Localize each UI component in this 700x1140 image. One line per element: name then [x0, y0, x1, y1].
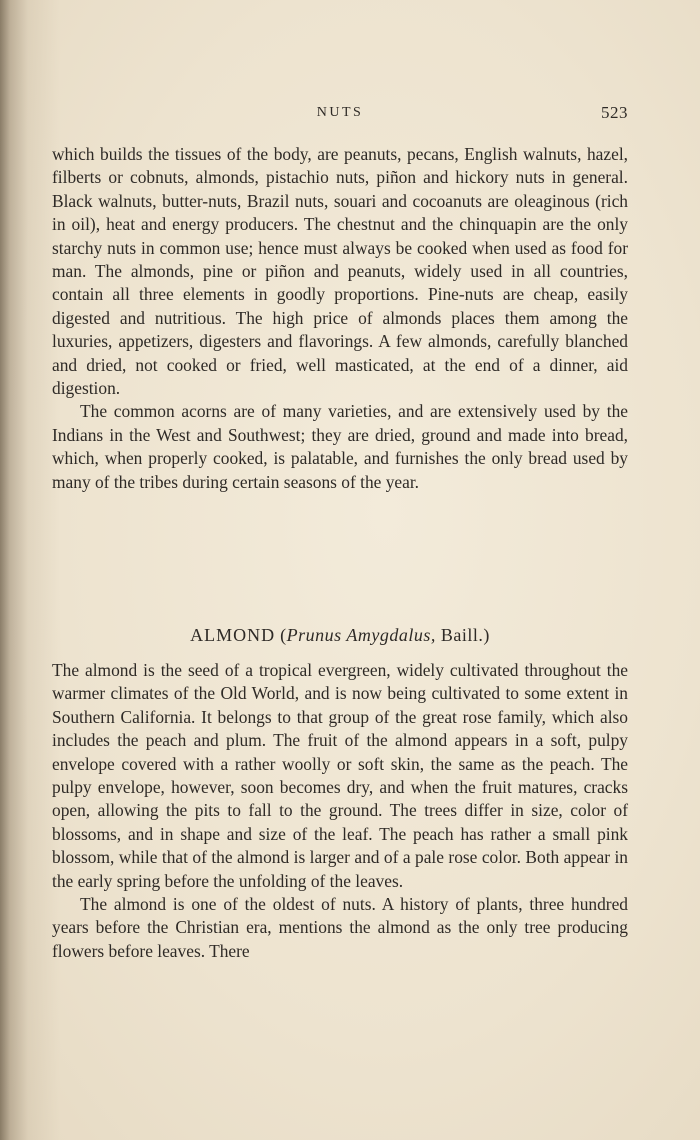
text-block-bottom [52, 659, 628, 963]
section-heading-latin-name: Prunus Amygdalus, [286, 625, 436, 645]
section-heading-authority: Baill.) [435, 625, 490, 645]
running-title: NUTS [316, 105, 364, 120]
section-heading-name: ALMOND [190, 625, 276, 645]
running-head [52, 103, 628, 127]
section-heading-almond [52, 625, 628, 646]
paragraph-almond-description: The almond is the seed of a tropical evergreen, widely cultivated throughout the warmer climates of the Old World, and is now being cultivated to some extent in Southern California. It belongs to that group of the great rose family, which also includes the peach and plum. The fruit of the almond appears in a soft, pulpy envelope covered with a rather woolly or soft skin, the same as the peach. The pulpy envelope, however, soon becomes dry, and when the fruit matures, cracks open, allowing the pits to fall to the ground. The trees differ in size, color of blossoms, and in shape and size of the leaf. The peach has rather a small pink blossom, while that of the almond is larger and of a pale rose color. Both appear in the early spring before the unfolding of the leaves. [52, 660, 628, 891]
paragraph-continuation: which builds the tissues of the body, are peanuts, pecans, English walnuts, hazel, filberts or cobnuts, almonds, pistachio nuts, piñon and hickory nuts in general. Black walnuts, butter-nuts, Brazil nuts, souari and cocoanuts are oleaginous (rich in oil), heat and energy producers. The chestnut and the chinquapin are the only starchy nuts in common use; hence must always be cooked when used as food for man. The almonds, pine or piñon and peanuts, widely used in all countries, contain all three elements in goodly proportions. Pine-nuts are cheap, easily digested and nutritious. The high price of almonds places them among the luxuries, appetizers, digesters and flavorings. A few almonds, carefully blanched and dried, not cooked or fried, well masticated, at the end of a dinner, aid digestion. [52, 144, 628, 399]
text-block-top [52, 143, 628, 494]
paragraph-almond-history: The almond is one of the oldest of nuts. A history of plants, three hundred years before the Christian era, mentions the almond as the only tree producing flowers before leaves. There [52, 894, 628, 961]
section-heading-open-paren: ( [275, 625, 287, 645]
paragraph-acorns: The common acorns are of many varieties, and are extensively used by the Indians in the West and Southwest; they are dried, ground and made into bread, which, when properly cooked, is palatable, and furnishes the only bread used by many of the tribes during certain seasons of the year. [52, 401, 628, 492]
page-number: 523 [601, 103, 628, 122]
